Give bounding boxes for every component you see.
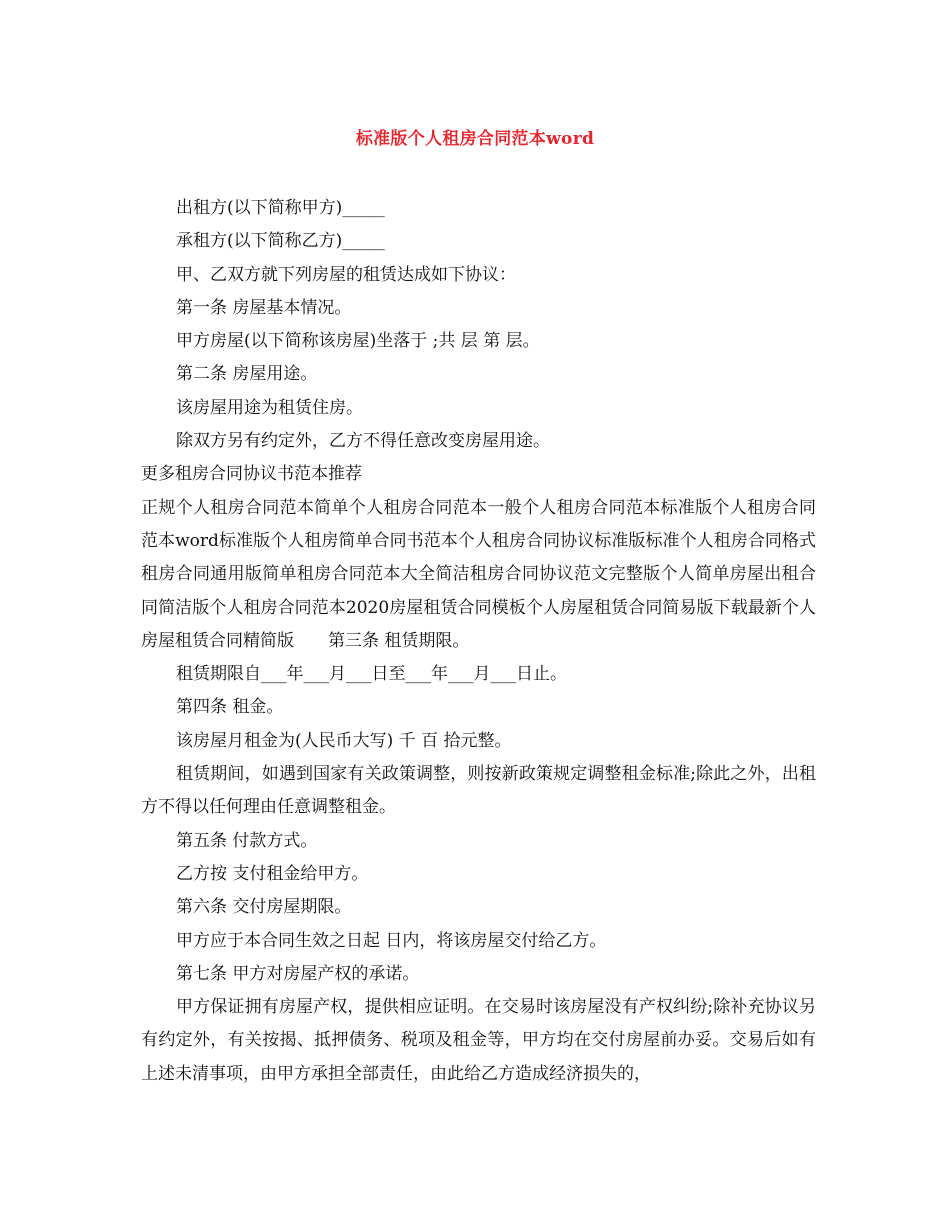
- article-heading: 第六条 交付房屋期限。: [176, 897, 352, 918]
- article-heading: 第四条 租金。: [176, 697, 284, 718]
- article-heading: 第二条 房屋用途。: [176, 364, 318, 385]
- clause-line: 乙方按 支付租金给甲方。: [176, 863, 369, 884]
- clause-line: 承租方(以下简称乙方)_____: [176, 231, 385, 252]
- article-heading: 第三条 租赁期限。: [328, 630, 470, 651]
- recommend-text[interactable]: 正规个人租房合同范本简单个人租房合同范本一般个人租房合同范本标准版个人租房合同范本word标准版个人租房简单合同书范本个人租房合同协议标准版标准个人租房合同格式租房合同通用版简单租房合同范本大全简洁租房合同协议范文完整版个人简单房屋出租合同简洁版个人租房合同范本2020房屋租赁合同模板个人房屋租赁合同简易版下载最新个人房屋租赁合同精简版: [141, 497, 816, 651]
- document-body: [141, 192, 816, 1091]
- clause-line: 甲方房屋(以下简称该房屋)坐落于 ;共 层 第 层。: [176, 331, 540, 352]
- article-heading: 第七条 甲方对房屋产权的承诺。: [176, 963, 420, 984]
- article-heading: 第五条 付款方式。: [176, 830, 318, 851]
- clause-line: 除双方另有约定外，乙方不得任意改变房屋用途。: [176, 431, 550, 452]
- clause-line: 该房屋用途为租赁住房。: [176, 397, 363, 418]
- clause-line: 出租方(以下简称甲方)_____: [176, 198, 385, 218]
- clause-line: 租赁期限自___年___月___日至___年___月___日止。: [176, 664, 567, 685]
- recommend-links: [141, 492, 816, 658]
- clause-line: 该房屋月租金为(人民币大写) 千 百 拾元整。: [176, 730, 512, 751]
- recommend-heading: 更多租房合同协议书范本推荐: [141, 464, 362, 485]
- article-heading: 第一条 房屋基本情况。: [176, 297, 352, 318]
- document-title: 标准版个人租房合同范本word: [355, 129, 595, 149]
- paragraph-property: 甲方保证拥有房屋产权，提供相应证明。在交易时该房屋没有产权纠纷;除补充协议另有约定外，有关按揭、抵押债务、税项及租金等，甲方均在交付房屋前办妥。交易后如有上述未清事项，由甲方承担全部责任，由此给乙方造成经济损失的，: [141, 997, 816, 1084]
- paragraph-rent-adjust: 租赁期间，如遇到国家有关政策调整，则按新政策规定调整租金标准;除此之外，出租方不得以任何理由任意调整租金。: [141, 764, 816, 818]
- clause-line: 甲方应于本合同生效之日起 日内，将该房屋交付给乙方。: [176, 930, 607, 951]
- clause-line: 甲、乙双方就下列房屋的租赁达成如下协议：: [176, 264, 516, 285]
